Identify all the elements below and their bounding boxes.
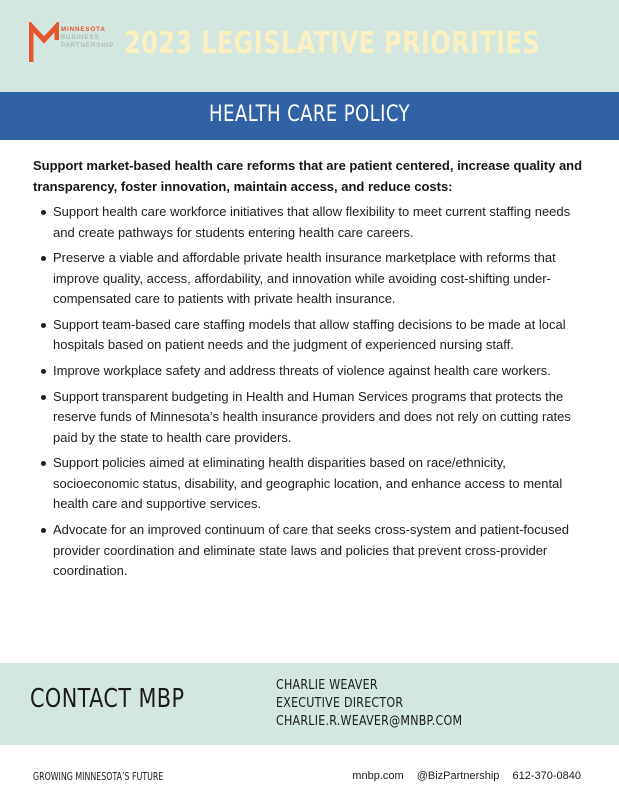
list-item-text: Support policies aimed at eliminating health disparities based on race/ethnicity, socioeconomic status, disability, and geographic location, and enhance access to mental health care and supportive services. <box>53 455 563 512</box>
section-title <box>0 102 619 127</box>
list-item <box>33 387 593 449</box>
list-item-text: Support team-based care staffing models that allow staffing decisions to be made at local hospitals based on patient needs and the judgment of experienced nursing staff. <box>53 316 566 353</box>
logo-line-2: BUSINESS <box>61 34 100 41</box>
priorities-list <box>33 202 593 587</box>
mbp-logo-mark-icon <box>29 22 59 64</box>
list-item-text: Support health care workforce initiatives that allow flexibility to meet current staffing needs and create pathways for students entering health care careers. <box>53 204 571 240</box>
contact-email-link[interactable]: CHARLIE.R.WEAVER@MNBP.COM <box>276 713 463 729</box>
list-item <box>33 315 593 356</box>
list-item-text: Improve workplace safety and address threats of violence against health care workers. <box>53 363 551 379</box>
footer-links <box>342 770 581 782</box>
bullet-icon <box>41 323 46 328</box>
list-item <box>33 361 593 382</box>
logo-wordmark <box>61 26 114 50</box>
logo-line-1: MINNESOTA <box>61 26 106 33</box>
bullet-icon <box>41 528 46 533</box>
intro-statement: Support market-based health care reforms that are patient centered, increase quality and transparency, foster innovation, maintain access, and reduce costs: <box>33 158 583 194</box>
list-item <box>33 248 593 310</box>
logo-line-3: PARTNERSHIP <box>61 42 115 49</box>
list-item-text: Preserve a viable and affordable private health insurance marketplace with reforms that improve quality, access, affordability, and innovation while avoiding cost-shifting under-compensated care to patients with private health insurance. <box>53 250 556 307</box>
list-item <box>33 202 593 243</box>
footer-tagline: GROWING MINNESOTA’S FUTURE <box>33 771 164 783</box>
bullet-icon <box>41 210 46 215</box>
website-link[interactable]: mnbp.com <box>352 770 404 782</box>
bullet-icon <box>41 369 46 374</box>
page-title: 2023 LEGISLATIVE PRIORITIES <box>124 26 540 61</box>
contact-details <box>276 676 462 730</box>
bullet-icon <box>41 395 46 400</box>
list-item <box>33 453 593 515</box>
social-handle-link[interactable]: @BizPartnership <box>416 770 500 782</box>
list-item-text: Advocate for an improved continuum of care that seeks cross-system and patient-focused provider coordination and eliminate state laws and policies that prevent cross-provider coordination. <box>53 522 569 579</box>
contact-heading: CONTACT MBP <box>30 684 185 714</box>
bullet-icon <box>41 461 46 466</box>
section-title-text: HEALTH CARE POLICY <box>209 102 410 127</box>
mbp-logo <box>29 22 129 66</box>
bullet-icon <box>41 256 46 261</box>
contact-role: EXECUTIVE DIRECTOR <box>276 695 404 711</box>
contact-name: CHARLIE WEAVER <box>276 677 378 693</box>
list-item <box>33 520 593 582</box>
list-item-text: Support transparent budgeting in Health and Human Services programs that protects the reserve funds of Minnesota’s health insurance providers and does not rely on cutting rates paid by the state to health care providers. <box>53 388 571 445</box>
phone-number[interactable]: 612-370-0840 <box>512 770 581 782</box>
